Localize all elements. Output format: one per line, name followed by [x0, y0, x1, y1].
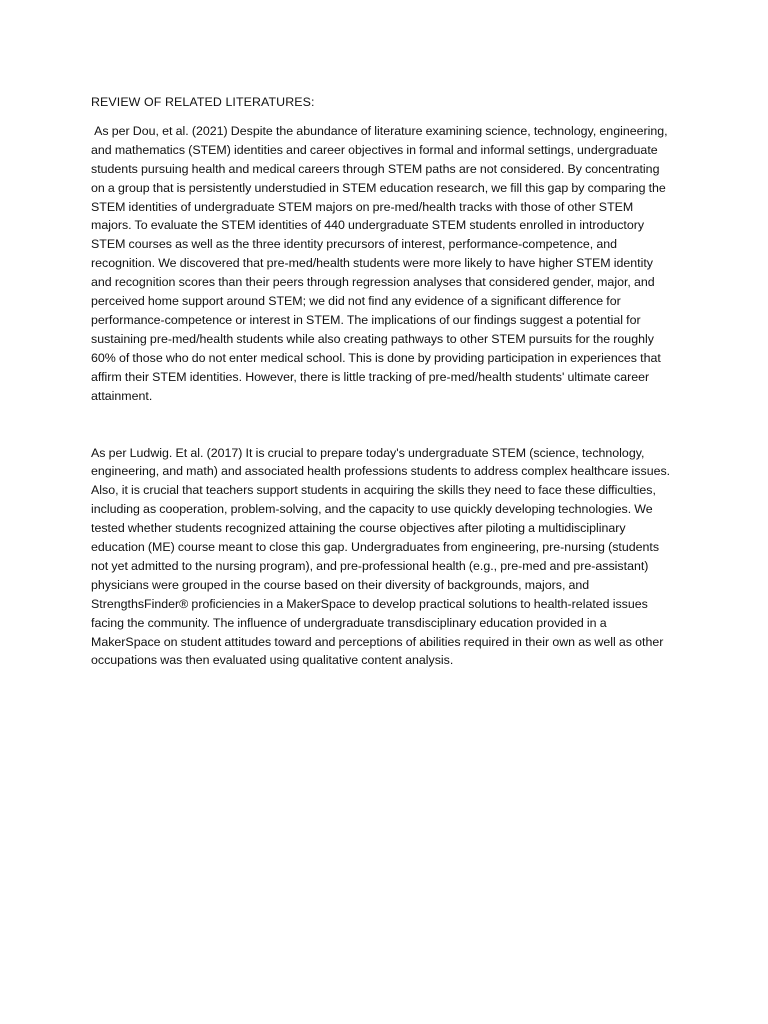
paragraph-spacer: [91, 406, 676, 444]
paragraph-ludwig-2017: As per Ludwig. Et al. (2017) It is crucial to prepare today's undergraduate STEM (science, technology, engineering, and math) and associated health professions students to address complex healthcare issues. Also, it is crucial that teachers support students in acquiring the skills they need to face these difficulties, including as cooperation, problem-solving, and the capacity to use quickly developing technologies. We tested whether students recognized attaining the course objectives after piloting a multidisciplinary education (ME) course meant to close this gap. Undergraduates from engineering, pre-nursing (students not yet admitted to the nursing program), and pre-professional health (e.g., pre-med and pre-assistant) physicians were grouped in the course based on their diversity of backgrounds, majors, and StrengthsFinder® proficiencies in a MakerSpace to develop practical solutions to health-related issues facing the community. The influence of undergraduate transdisciplinary education provided in a MakerSpace on student attitudes toward and perceptions of abilities required in their own as well as other occupations was then evaluated using qualitative content analysis.: [91, 445, 671, 668]
section-heading: REVIEW OF RELATED LITERATURES:: [91, 95, 315, 109]
paragraph-dou-2021: As per Dou, et al. (2021) Despite the abundance of literature examining science, technology, engineering, and mathematics (STEM) identities and career objectives in formal and informal settings, undergraduate students pursuing health and medical careers through STEM paths are not considered. By concentrating on a group that is persistently understudied in STEM education research, we fill this gap by comparing the STEM identities of undergraduate STEM majors on pre-med/health tracks with those of other STEM majors. To evaluate the STEM identities of 440 undergraduate STEM students enrolled in introductory STEM courses as well as the three identity precursors of interest, performance-competence, and recognition. We discovered that pre-med/health students were more likely to have higher STEM identity and recognition scores than their peers through regression analyses that considered gender, major, and perceived home support around STEM; we did not find any evidence of a significant difference for performance-competence or interest in STEM. The implications of our findings suggest a potential for sustaining pre-med/health students while also creating pathways to other STEM pursuits for the roughly 60% of those who do not enter medical school. This is done by providing participation in experiences that affirm their STEM identities. However, there is little tracking of pre-med/health students' ultimate career attainment.: [91, 123, 671, 403]
document-body: [91, 93, 676, 670]
